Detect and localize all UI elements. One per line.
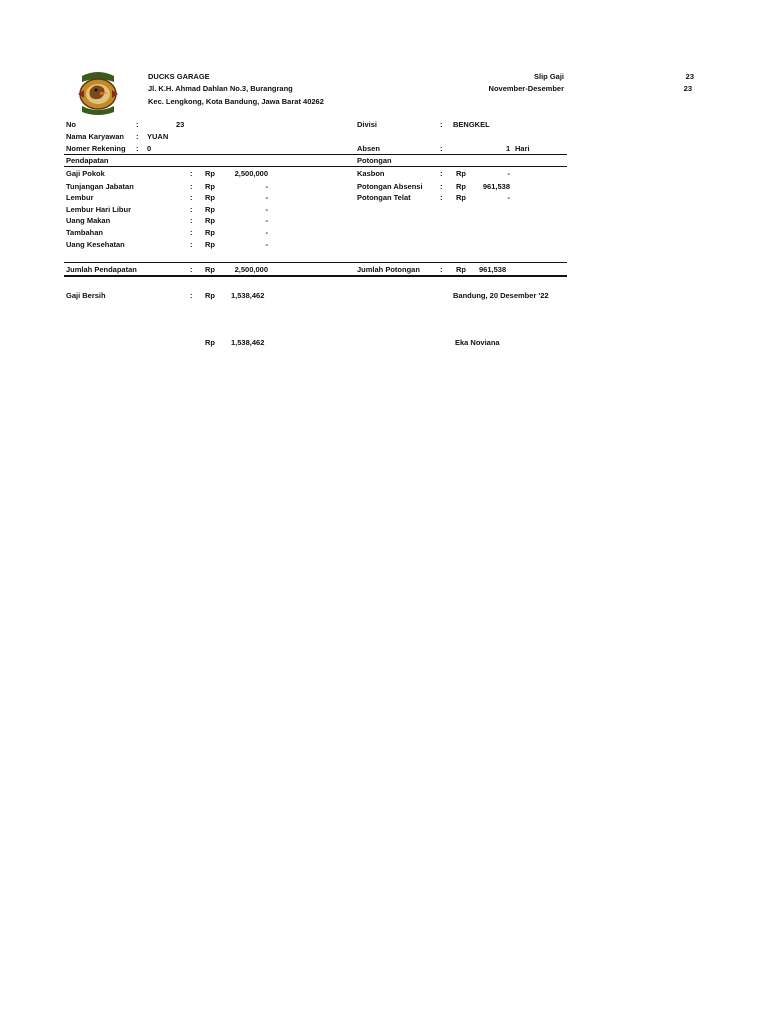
income-item-label: Lembur [66,193,94,202]
company-name: DUCKS GARAGE [148,72,210,81]
income-item-amount: - [265,193,268,202]
slip-title: Slip Gaji [533,72,564,81]
slip-period: November-Desember [488,84,564,93]
net-salary-colon: : [190,291,193,300]
divider-total-bottom [64,275,567,277]
deduction-item-colon: : [440,182,443,191]
income-item-colon: : [190,193,193,202]
net-repeat-amount: 1,538,462 [231,338,265,347]
deduction-item-colon: : [440,169,443,178]
deduction-item-currency: Rp [456,193,466,202]
company-address-line1: Jl. K.H. Ahmad Dahlan No.3, Burangrang [148,84,293,93]
employee-name-value: YUAN [147,132,169,141]
division-colon: : [440,120,443,129]
income-item-amount: - [265,216,268,225]
absence-colon: : [440,144,443,153]
division-value: BENGKEL [453,120,490,129]
company-address-line2: Kec. Lengkong, Kota Bandung, Jawa Barat 40262 [148,97,324,106]
income-item-label: Tunjangan Jabatan [66,182,134,191]
income-item-colon: : [190,228,193,237]
ducks-garage-badge-icon [74,68,122,118]
net-repeat-currency: Rp [205,338,215,347]
deduction-item-amount: - [507,169,510,178]
income-item-colon: : [190,240,193,249]
income-item-colon: : [190,216,193,225]
income-item-currency: Rp [205,228,215,237]
deduction-item-label: Potongan Telat [357,193,411,202]
income-total-amount: 2,500,000 [234,265,268,274]
deductions-total-label: Jumlah Potongan [357,265,420,274]
absence-label: Absen [357,144,380,153]
income-item-label: Tambahan [66,228,103,237]
absence-unit: Hari [515,144,530,153]
employee-name-label: Nama Karyawan [66,132,124,141]
deduction-item-amount: 961,538 [482,182,510,191]
account-value: 0 [147,144,152,153]
income-item-currency: Rp [205,205,215,214]
income-item-currency: Rp [205,240,215,249]
income-item-label: Lembur Hari Libur [66,205,132,214]
income-item-colon: : [190,205,193,214]
no-colon: : [136,120,139,129]
income-item-colon: : [190,169,193,178]
slip-period-number: 23 [683,84,692,93]
income-item-currency: Rp [205,216,215,225]
divider-header [64,166,567,167]
account-label: Nomer Rekening [66,144,126,153]
income-item-currency: Rp [205,182,215,191]
deduction-item-label: Potongan Absensi [357,182,423,191]
deduction-item-currency: Rp [456,169,466,178]
income-header: Pendapatan [66,156,109,165]
income-item-amount: - [265,240,268,249]
income-item-amount: - [265,205,268,214]
income-item-currency: Rp [205,193,215,202]
divider-total-top [64,262,567,263]
income-item-label: Uang Makan [66,216,111,225]
no-label: No [66,120,76,129]
account-colon: : [136,144,139,153]
deduction-item-amount: - [507,193,510,202]
deductions-total-amount: 961,538 [479,265,507,274]
slip-number: 23 [685,72,694,81]
deductions-total-colon: : [440,265,443,274]
income-total-currency: Rp [205,265,215,274]
absence-value: 1 [506,144,511,153]
divider-top [64,154,567,155]
income-item-label: Uang Kesehatan [66,240,125,249]
employee-name-colon: : [136,132,139,141]
income-item-label: Gaji Pokok [66,169,105,178]
deduction-item-label: Kasbon [357,169,385,178]
income-total-label: Jumlah Pendapatan [66,265,137,274]
net-salary-amount: 1,538,462 [231,291,265,300]
net-salary-label: Gaji Bersih [66,291,106,300]
signer-name: Eka Noviana [455,338,500,347]
place-date: Bandung, 20 Desember '22 [453,291,549,300]
income-total-colon: : [190,265,193,274]
division-label: Divisi [357,120,378,129]
income-item-amount: - [265,228,268,237]
net-salary-currency: Rp [205,291,215,300]
deduction-item-colon: : [440,193,443,202]
deduction-item-currency: Rp [456,182,466,191]
income-item-colon: : [190,182,193,191]
deductions-header: Potongan [357,156,392,165]
deductions-total-currency: Rp [456,265,466,274]
income-item-amount: 2,500,000 [234,169,268,178]
income-item-amount: - [265,182,268,191]
no-value: 23 [176,120,185,129]
income-item-currency: Rp [205,169,215,178]
